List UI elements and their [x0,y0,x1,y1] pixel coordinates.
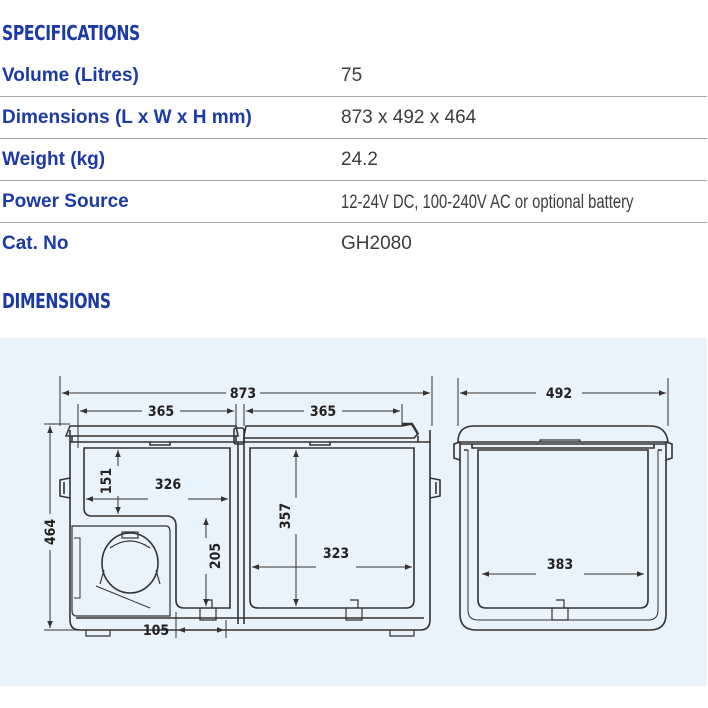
end-view-body-outline [460,442,666,630]
compressor [102,533,158,593]
spec-value: 873 x 492 x 464 [341,107,477,128]
dim-label-right-inner-depth: 357 [278,502,294,530]
dim-label-overall-height: 464 [43,518,59,546]
dimension-drawing-panel [0,338,707,686]
spec-value: GH2080 [341,233,412,254]
end-view-inner-liner [478,450,648,608]
spec-row-weight [0,139,707,181]
compressor-housing [72,526,170,616]
front-view [60,424,440,636]
spec-label: Cat. No [2,233,69,254]
dim-label-left-inner-length: 326 [154,477,182,493]
spec-row-volume [0,55,707,97]
dimensions-heading: DIMENSIONS [2,289,111,313]
dimension-labels [43,386,573,639]
spec-label: Weight (kg) [2,149,106,170]
specifications-table [0,55,707,264]
dim-label-overall-length: 873 [229,386,257,402]
dim-label-overall-width: 492 [545,386,573,402]
end-view-dimension-lines [458,378,668,574]
left-handle [60,478,70,498]
spec-label: Dimensions (L x W x H mm) [2,107,252,128]
right-lid-outline [244,424,418,438]
fridge-dimension-drawing [0,338,707,686]
right-handle [430,478,440,498]
right-compartment-liner [250,448,414,608]
left-lid-outline [66,426,238,436]
dim-label-inner-width: 383 [546,557,574,573]
specifications-heading: SPECIFICATIONS [2,21,140,45]
spec-value: 24.2 [341,149,378,170]
dim-label-left-lid: 365 [147,404,175,420]
dim-label-left-inner-depth: 151 [99,467,115,495]
dim-label-left-step-height: 205 [208,542,224,570]
spec-value: 75 [341,65,363,86]
dim-label-right-lid: 365 [309,404,337,420]
spec-label: Power Source [2,191,129,212]
spec-row-dimensions [0,97,707,139]
spec-value: 12-24V DC, 100-240V AC or optional battery [341,192,634,213]
spec-row-power-source [0,181,707,223]
end-view [454,426,672,630]
dim-label-right-inner-length: 323 [322,546,350,562]
spec-row-cat-no [0,223,707,264]
dim-label-compressor-width: 105 [142,623,170,639]
end-view-drain-plug [552,600,568,620]
spec-label: Volume (Litres) [2,65,139,86]
right-drain-plug [346,600,362,620]
left-drain-plug [200,600,216,620]
